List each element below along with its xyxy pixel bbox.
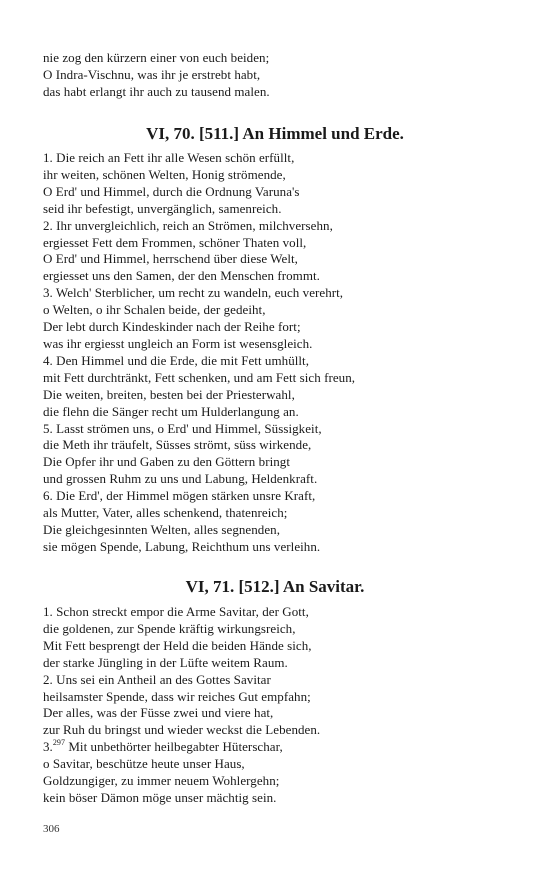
verse-line: was ihr ergiesst ungleich an Form ist wesensgleich. [43, 335, 313, 351]
verse-line: 4. Den Himmel und die Erde, die mit Fett umhüllt, [43, 352, 310, 368]
footnote-marker[interactable]: 297 [52, 737, 66, 747]
verse-line: Der alles, was der Füsse zwei und viere hat, [43, 705, 274, 721]
verse-line: ihr weiten, schönen Welten, Honig strömende, [43, 166, 286, 182]
verse-line: Die weiten, breiten, besten bei der Priesterwahl, [43, 386, 295, 402]
verse-line: heilsamster Spende, dass wir reiches Gut empfahn; [43, 688, 311, 704]
verse-line: Der lebt durch Kindeskinder nach der Reihe fort; [43, 319, 301, 335]
verse-line: die flehn die Sänger recht um Hulderlangung an. [43, 403, 299, 419]
verse-text: Mit unbethörter heilbegabter Hüterschar, [65, 739, 283, 755]
verse-line: Die Opfer ihr und Gaben zu den Göttern bringt [43, 454, 291, 470]
verse-line: 5. Lasst strömen uns, o Erd' und Himmel, Süssigkeit, [43, 420, 322, 436]
verse-line: nie zog den kürzern einer von euch beiden; [43, 50, 270, 65]
verse-line: und grossen Ruhm zu uns und Labung, Heldenkraft. [43, 471, 318, 487]
verse-line: die goldenen, zur Spende kräftig wirkungsreich, [43, 620, 296, 636]
verse-line: 6. Die Erd', der Himmel mögen stärken unsre Kraft, [43, 488, 316, 504]
verse-line: kein böser Dämon möge unser mächtig sein. [43, 789, 277, 805]
verse-line: Goldzungiger, zu immer neuem Wohlergehn; [43, 773, 280, 789]
verse-line: 3. Welch' Sterblicher, um recht zu wandeln, euch verehrt, [43, 285, 344, 301]
verse-line: O Erd' und Himmel, herrschend über diese Welt, [43, 251, 298, 267]
verse-line: sie mögen Spende, Labung, Reichthum uns verleihn. [43, 538, 321, 554]
verse-line: 1. Die reich an Fett ihr alle Wesen schön erfüllt, [43, 150, 295, 165]
verse-line: O Indra-Vischnu, was ihr je erstrebt habt, [43, 66, 261, 82]
verse-line: O Erd' und Himmel, durch die Ordnung Varuna's [43, 183, 300, 199]
verse-line-with-footnote [43, 739, 513, 756]
verse-line: 1. Schon streckt empor die Arme Savitar, der Gott, [43, 604, 309, 619]
verse-line: zur Ruh du bringst und wieder weckst die Lebenden. [43, 722, 321, 738]
verse-line: ergiesset uns den Samen, der den Menschen frommt. [43, 268, 320, 284]
verse-line: das habt erlangt ihr auch zu tausend malen. [43, 83, 270, 99]
verse-line: Mit Fett besprengt der Held die beiden Hände sich, [43, 637, 312, 653]
hymn-verse-block [43, 604, 513, 807]
verse-line: seid ihr befestigt, unvergänglich, samenreich. [43, 200, 282, 216]
verse-line: die Meth ihr träufelt, Süsses strömt, süss wirkende, [43, 437, 312, 453]
hymn-heading: VI, 70. [511.] An Himmel und Erde. [146, 124, 404, 143]
verse-line: Die gleichgesinnten Welten, alles segnenden, [43, 521, 281, 537]
verse-line: o Savitar, beschütze heute unser Haus, [43, 756, 245, 772]
intro-verse-block [43, 50, 513, 101]
hymn-verse-block [43, 150, 513, 556]
verse-line: o Welten, o ihr Schalen beide, der gedeiht, [43, 302, 266, 318]
verse-line: 2. Ihr unvergleichlich, reich an Strömen, milchversehn, [43, 217, 333, 233]
verse-line: als Mutter, Vater, alles schenkend, thatenreich; [43, 505, 288, 521]
verse-number: 3. [43, 739, 53, 755]
verse-line: ergiesset Fett dem Frommen, schöner Thaten voll, [43, 234, 307, 250]
verse-line: der starke Jüngling in der Lüfte weitem Raum. [43, 654, 288, 670]
page-number: 306 [43, 823, 60, 835]
verse-line: mit Fett durchtränkt, Fett schenken, und am Fett sich freun, [43, 369, 356, 385]
verse-line: 2. Uns sei ein Antheil an des Gottes Savitar [43, 671, 271, 687]
hymn-heading: VI, 71. [512.] An Savitar. [185, 577, 365, 596]
